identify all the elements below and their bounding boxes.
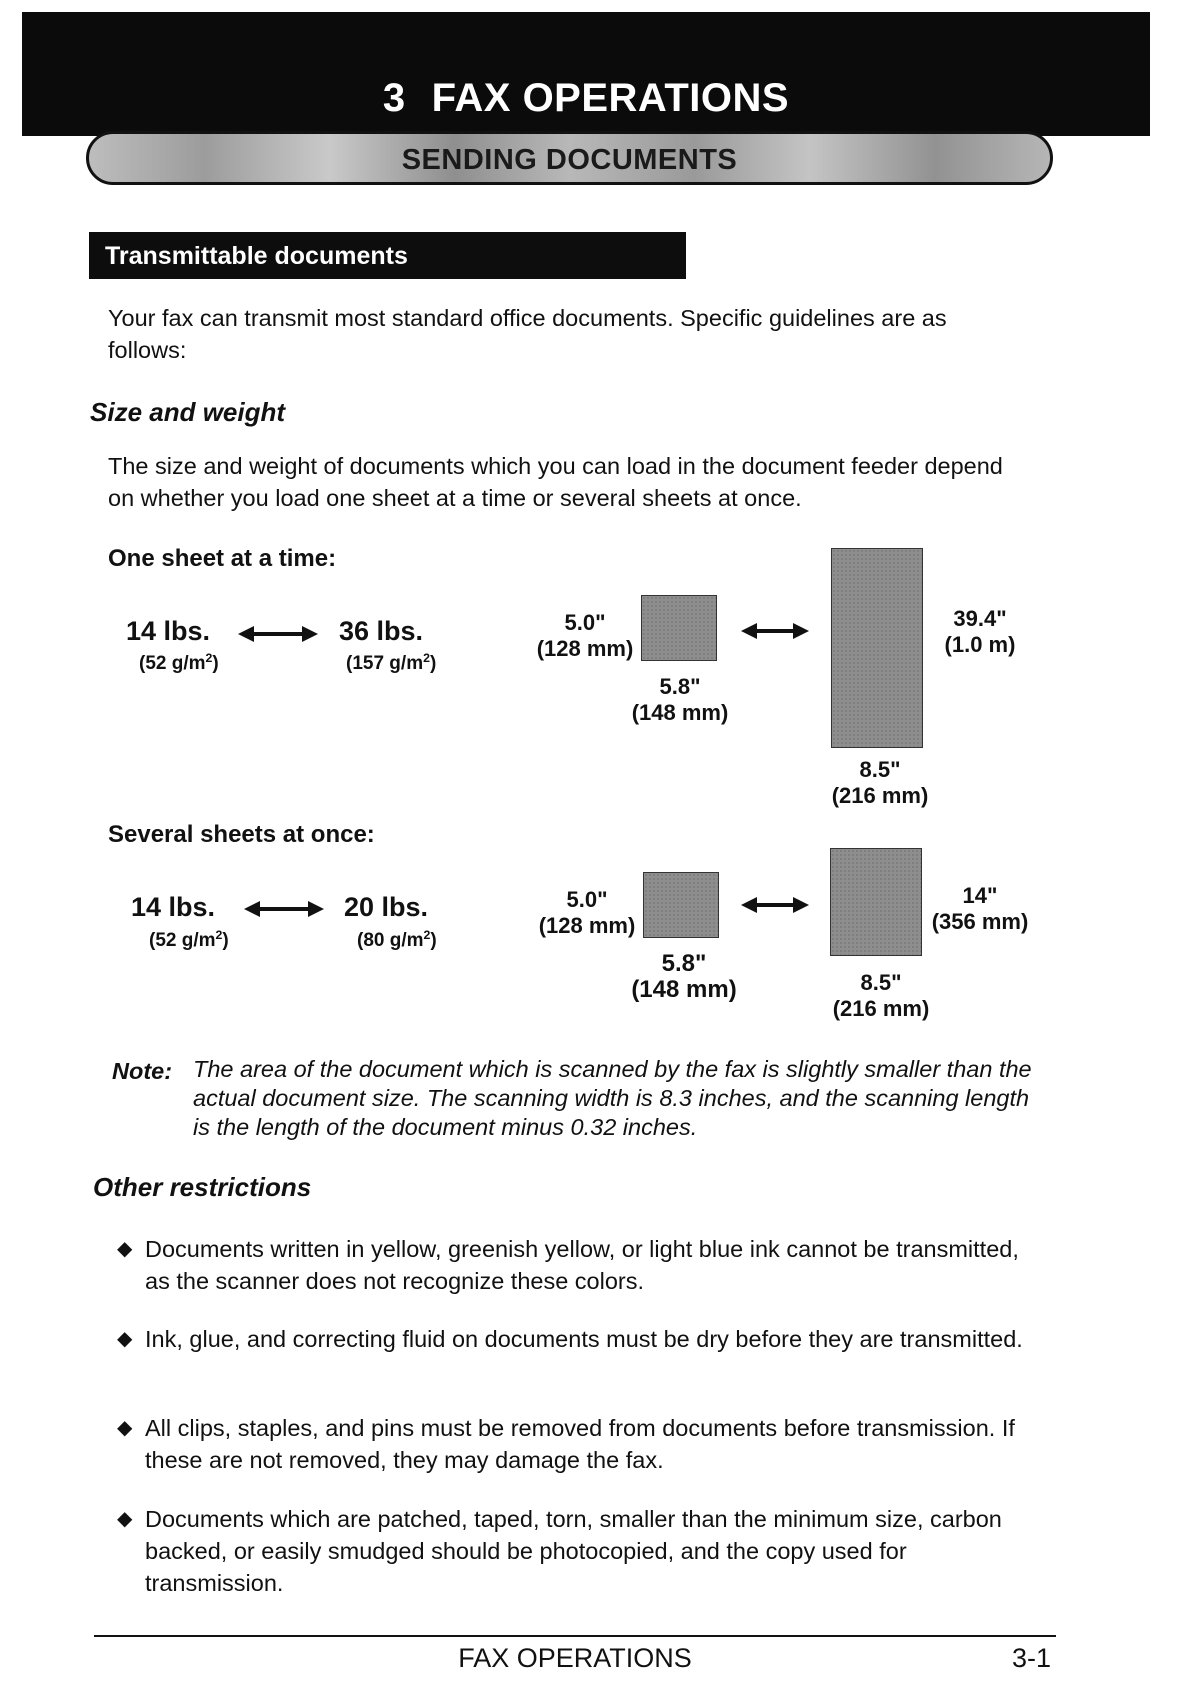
one-sheet-small-height-in: 5.0" (564, 610, 606, 635)
one-sheet-weight-arrow (238, 624, 318, 644)
several-sheets-max-size-width (821, 970, 941, 1022)
several-sheets-min-size-height (527, 887, 647, 939)
restriction-item-4 (117, 1503, 1047, 1599)
several-sheets-small-width-mm: (148 mm) (631, 976, 737, 1003)
several-sheets-small-width-in: 5.8" (661, 950, 707, 977)
one-sheet-min-size-height (525, 610, 645, 662)
one-sheet-small-width-in: 5.8" (659, 674, 701, 699)
subsection-title: Transmittable documents (105, 242, 408, 270)
several-sheets-max-gsm: (80 $g/m^2$) (357, 928, 437, 951)
one-sheet-max-sheet (831, 548, 923, 748)
several-sheets-size-arrow (741, 895, 809, 915)
several-sheets-large-width-in: 8.5" (860, 970, 902, 995)
restrictions-heading: Other restrictions (93, 1172, 312, 1202)
size-weight-heading: Size and weight (90, 397, 286, 427)
page-number: 3-1 (1012, 1643, 1052, 1673)
several-sheets-min-sheet (643, 872, 719, 938)
bullet-diamond-icon: ◆ (117, 1508, 133, 1530)
one-sheet-max-weight: 36 lbs. (339, 616, 424, 646)
several-sheets-max-weight: 20 lbs. (344, 892, 429, 922)
one-sheet-min-size-width (620, 674, 740, 726)
one-sheet-label: One sheet at a time: (108, 545, 337, 572)
one-sheet-large-width-mm: (216 mm) (831, 783, 929, 808)
footer-rule (94, 1635, 1056, 1637)
one-sheet-min-gsm: (52 $g/m^2$) (139, 651, 219, 674)
several-sheets-small-height-mm: (128 mm) (538, 913, 636, 938)
several-sheets-min-gsm: (52 $g/m^2$) (149, 928, 229, 951)
restriction-item-2 (117, 1323, 1047, 1355)
chapter-title (22, 76, 1150, 121)
chapter-name: FAX OPERATIONS (431, 76, 790, 120)
one-sheet-large-height-in: 39.4" (953, 606, 1007, 631)
one-sheet-small-width-mm: (148 mm) (631, 700, 729, 725)
several-sheets-min-weight: 14 lbs. (131, 892, 216, 922)
chapter-number: 3 (382, 76, 406, 120)
intro-paragraph: Your fax can transmit most standard office documents. Specific guidelines are as follows: (108, 305, 947, 363)
one-sheet-min-sheet (641, 595, 717, 661)
several-sheets-large-width-mm: (216 mm) (832, 996, 930, 1021)
one-sheet-size-arrow (741, 621, 809, 641)
bullet-diamond-icon: ◆ (117, 1417, 133, 1439)
restriction-text: Documents which are patched, taped, torn, smaller than the minimum size, carbon backed, or easily smudged should be photocopied, and the copy used for transmission. (145, 1506, 1002, 1596)
one-sheet-max-size-width (820, 757, 940, 809)
bullet-diamond-icon: ◆ (117, 1328, 133, 1350)
restriction-text: All clips, staples, and pins must be removed from documents before transmission. If these are not removed, they may damage the fax. (145, 1415, 1015, 1473)
several-sheets-large-height-mm: (356 mm) (931, 909, 1029, 934)
one-sheet-large-height-m: (1.0 m) (944, 632, 1016, 657)
note-text: The area of the document which is scanned by the fax is slightly smaller than the actual document size. The scanning width is 8.3 inches, and the scanning length is the length of the document minus 0.32 inches. (193, 1056, 1032, 1140)
one-sheet-max-size-height (930, 606, 1030, 658)
several-sheets-max-size-height (925, 883, 1035, 935)
several-sheets-min-size-width (624, 951, 744, 1003)
section-title: SENDING DOCUMENTS (401, 144, 738, 176)
several-sheets-weight-arrow (244, 899, 324, 919)
restriction-item-3 (117, 1412, 1047, 1476)
restriction-item-1 (117, 1233, 1047, 1297)
several-sheets-label: Several sheets at once: (108, 821, 375, 848)
restriction-text: Ink, glue, and correcting fluid on documents must be dry before they are transmitted. (145, 1326, 1023, 1352)
restriction-text: Documents written in yellow, greenish yellow, or light blue ink cannot be transmitted, as the scanner does not recognize these colors. (145, 1236, 1019, 1294)
several-sheets-small-height-in: 5.0" (566, 887, 608, 912)
footer-title: FAX OPERATIONS (458, 1643, 692, 1673)
several-sheets-max-sheet (830, 848, 922, 956)
one-sheet-min-weight: 14 lbs. (126, 616, 211, 646)
several-sheets-large-height-in: 14" (962, 883, 998, 908)
size-weight-paragraph: The size and weight of documents which you can load in the document feeder depend on whether you load one sheet at a time or several sheets at once. (108, 453, 1003, 511)
one-sheet-large-width-in: 8.5" (859, 757, 901, 782)
note-label: Note: (112, 1058, 173, 1084)
bullet-diamond-icon: ◆ (117, 1238, 133, 1260)
one-sheet-small-height-mm: (128 mm) (536, 636, 634, 661)
one-sheet-max-gsm: (157 $g/m^2$) (346, 651, 437, 674)
